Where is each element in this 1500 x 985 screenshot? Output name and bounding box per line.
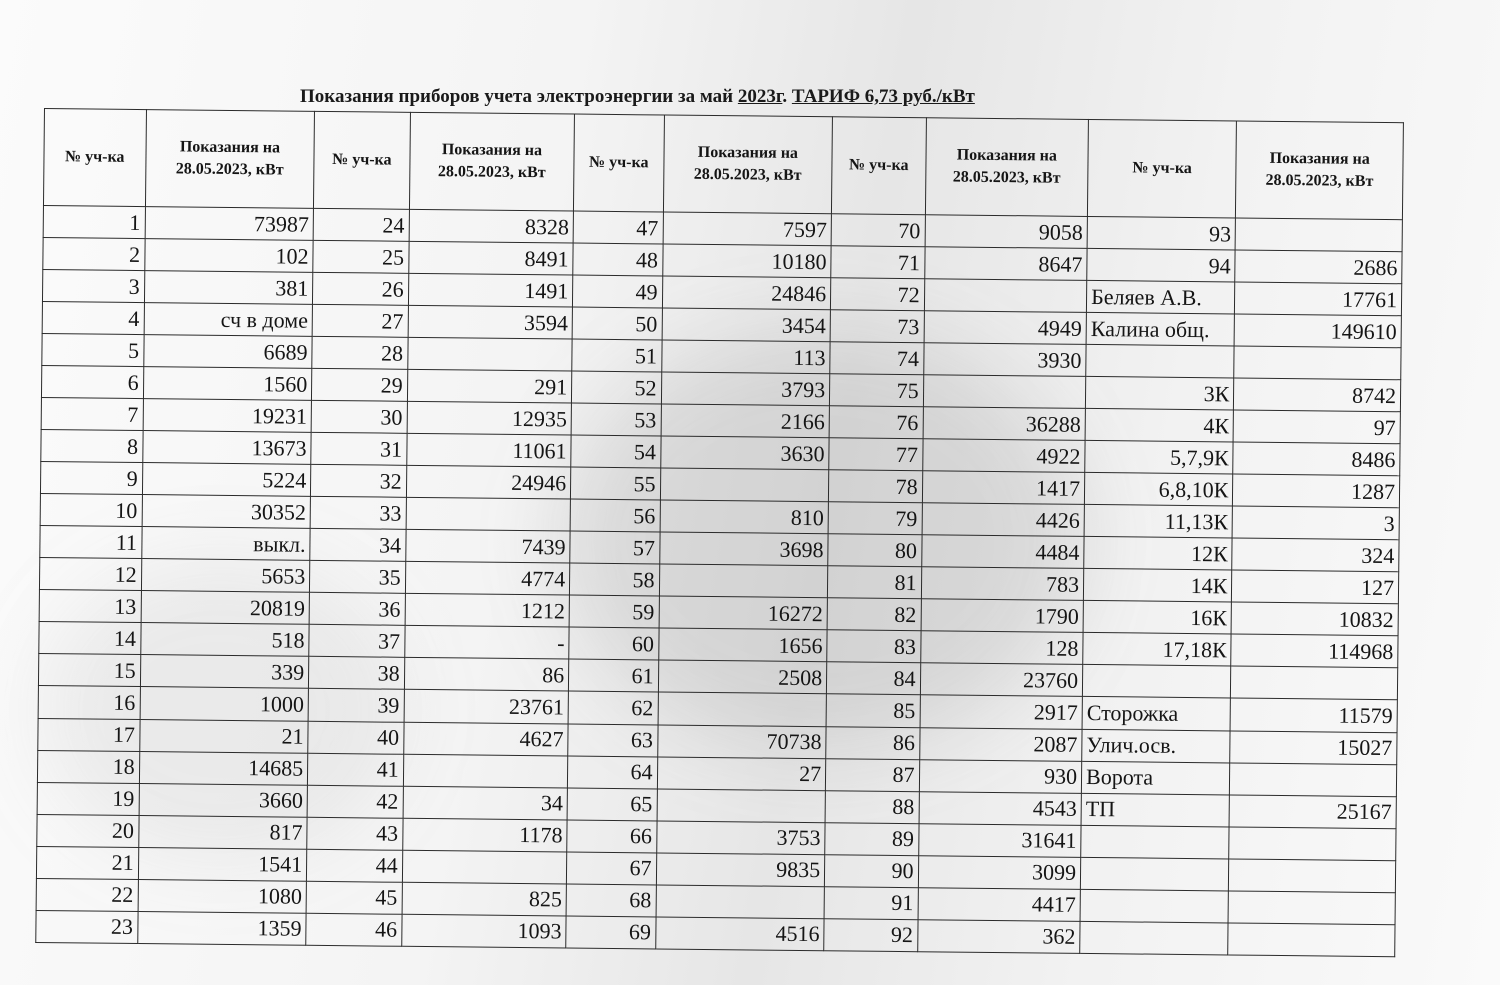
plot-number-cell: 90 [825,854,919,887]
plot-number-cell [1080,889,1229,923]
reading-cell: 6689 [143,335,312,369]
plot-number-cell: 3К [1085,377,1234,411]
plot-number-cell: Сторожка [1082,697,1231,731]
reading-cell: 4627 [403,722,568,756]
reading-cell: 3930 [923,343,1086,377]
reading-cell: 1790 [921,599,1084,633]
plot-number-cell: 76 [829,406,923,439]
plot-number-cell: 5,7,9К [1085,441,1234,475]
plot-number-cell: 34 [310,529,406,562]
header-reading: Показания на 28.05.2023, кВт [145,110,315,209]
plot-number-cell: 39 [308,689,404,722]
reading-cell: 3660 [139,783,308,817]
plot-number-cell: 53 [571,403,661,436]
plot-number-cell: 7 [41,398,143,431]
reading-cell: 8491 [408,241,573,275]
reading-cell: 339 [140,655,309,689]
plot-number-cell: 70 [831,214,925,247]
plot-number-cell: ТП [1081,793,1230,827]
header-row [43,109,1403,220]
reading-cell: 14685 [139,751,308,785]
reading-cell [406,498,571,532]
reading-cell: 1359 [137,911,306,945]
plot-number-cell: 30 [311,401,407,434]
reading-cell [407,337,572,371]
plot-number-cell: 85 [826,694,920,727]
reading-cell: 97 [1233,410,1400,444]
plot-number-cell: 79 [828,502,922,535]
plot-number-cell: 84 [827,662,921,695]
reading-cell: 1178 [402,818,567,852]
plot-number-cell: 10 [40,494,142,527]
reading-cell [660,468,829,502]
plot-number-cell: 67 [567,852,657,885]
plot-number-cell: 15 [38,654,140,687]
reading-cell: 817 [138,815,307,849]
reading-cell: 4922 [922,439,1085,473]
reading-cell: 20819 [141,591,310,625]
plot-number-cell: 16К [1083,601,1232,635]
reading-cell [1228,891,1395,925]
reading-cell: 149610 [1234,314,1401,348]
plot-number-cell: 74 [830,342,924,375]
plot-number-cell: 71 [831,246,925,279]
meter-readings-table [35,108,1404,957]
header-plot-number: № уч-ка [574,114,664,212]
reading-cell: 825 [402,882,567,916]
plot-number-cell: 12 [39,558,141,591]
plot-number-cell: 57 [570,531,660,564]
plot-number-cell: 2 [43,238,145,271]
plot-number-cell: 11,13К [1084,505,1233,539]
reading-cell: 930 [919,759,1082,793]
plot-number-cell: 36 [309,593,405,626]
plot-number-cell: 20 [37,814,139,847]
plot-number-cell: 73 [830,310,924,343]
plot-number-cell: 48 [573,243,663,276]
plot-number-cell: 22 [36,878,138,911]
plot-number-cell: 17,18К [1083,633,1232,667]
reading-cell: 11061 [406,434,571,468]
title-tariff: ТАРИФ 6,73 руб./кВт [791,86,975,107]
reading-cell: 1491 [408,273,573,307]
plot-number-cell: 28 [312,336,408,369]
header-plot-number: № уч-ка [314,111,410,209]
header-reading: Показания на 28.05.2023, кВт [1236,121,1404,220]
reading-cell: 30352 [142,495,311,529]
plot-number-cell [1081,825,1230,859]
plot-number-cell: 59 [569,595,659,628]
plot-number-cell: 4 [42,302,144,335]
reading-cell: 25167 [1229,795,1396,829]
plot-number-cell: 6,8,10К [1084,473,1233,507]
reading-cell: 113 [661,340,830,374]
reading-cell: 1212 [405,594,570,628]
reading-cell: 114968 [1231,634,1398,668]
plot-number-cell: 8 [41,430,143,463]
reading-cell: 4426 [922,503,1085,537]
reading-cell: 8647 [924,247,1087,281]
plot-number-cell: 41 [308,753,404,786]
reading-cell [924,279,1087,313]
reading-cell: 3698 [659,532,828,566]
plot-number-cell: 26 [313,272,409,305]
reading-cell: 1000 [140,687,309,721]
plot-number-cell: 58 [570,563,660,596]
reading-cell: 23760 [920,663,1083,697]
reading-cell [1229,827,1396,861]
plot-number-cell: 65 [567,788,657,821]
plot-number-cell: 94 [1087,248,1236,282]
plot-number-cell: 45 [306,881,402,914]
plot-number-cell: 81 [828,566,922,599]
plot-number-cell: 38 [309,657,405,690]
plot-number-cell: 14К [1083,569,1232,603]
plot-number-cell: 87 [826,758,920,791]
reading-cell: 8328 [409,209,574,243]
reading-cell [1235,218,1402,252]
reading-cell: 4417 [918,887,1081,921]
plot-number-cell: 83 [827,630,921,663]
reading-cell: 3454 [662,308,831,342]
reading-cell: 3099 [918,855,1081,889]
plot-number-cell: 3 [42,270,144,303]
reading-cell: 3793 [661,372,830,406]
reading-cell: 17761 [1235,282,1402,316]
reading-cell: 19231 [143,399,312,433]
reading-cell: 1560 [143,367,312,401]
reading-cell: 381 [144,271,313,305]
reading-cell [659,564,828,598]
plot-number-cell: 66 [567,820,657,853]
reading-cell: 5653 [141,559,310,593]
reading-cell: 8486 [1233,442,1400,476]
reading-cell: 21 [139,719,308,753]
reading-cell: 31641 [918,823,1081,857]
plot-number-cell: 14 [39,622,141,655]
title-prefix: Показания приборов учета электроэнергии за май [300,86,738,107]
reading-cell: 10180 [662,244,831,278]
reading-cell: 1093 [401,914,566,948]
reading-cell: 9058 [925,215,1088,249]
reading-cell: 86 [404,658,569,692]
reading-cell [403,754,568,788]
plot-number-cell: 25 [313,240,409,273]
plot-number-cell: 32 [311,465,407,498]
title-year: 2023г [737,86,783,107]
plot-number-cell: 64 [568,756,658,789]
plot-number-cell: 46 [306,913,402,946]
plot-number-cell: 12К [1084,537,1233,571]
plot-number-cell: 52 [572,371,662,404]
header-plot-number: № уч-ка [43,109,146,207]
reading-cell: 11579 [1230,698,1397,732]
plot-number-cell: 37 [309,625,405,658]
reading-cell: 24846 [662,276,831,310]
reading-cell: 70738 [657,724,826,758]
plot-number-cell: 1 [43,205,145,238]
plot-number-cell: 82 [827,598,921,631]
plot-number-cell: 17 [38,718,140,751]
reading-cell: 7439 [405,530,570,564]
plot-number-cell: 4К [1085,409,1234,443]
plot-number-cell [1080,921,1229,955]
plot-number-cell: 54 [571,435,661,468]
reading-cell: 291 [407,369,572,403]
header-reading: Показания на 28.05.2023, кВт [663,115,833,214]
plot-number-cell: 47 [573,211,663,244]
plot-number-cell: 29 [312,368,408,401]
plot-number-cell: 24 [313,208,409,241]
reading-cell: 1287 [1233,474,1400,508]
plot-number-cell: 5 [42,334,144,367]
reading-cell: 5224 [142,463,311,497]
reading-cell: 783 [921,567,1084,601]
plot-number-cell: 43 [307,817,403,850]
plot-number-cell [1086,345,1235,379]
plot-number-cell: 86 [826,726,920,759]
plot-number-cell: 6 [41,366,143,399]
plot-number-cell [1082,665,1231,699]
reading-cell: 362 [917,919,1080,953]
reading-cell: 4516 [655,917,824,951]
plot-number-cell: Ворота [1081,761,1230,795]
header-plot-number: № уч-ка [832,117,926,215]
reading-cell: 2508 [658,660,827,694]
reading-cell: 1417 [922,471,1085,505]
plot-number-cell: 13 [39,590,141,623]
plot-number-cell: Беляев А.В. [1086,280,1235,314]
reading-cell: 2166 [661,404,830,438]
reading-cell: 34 [403,786,568,820]
reading-cell [658,692,827,726]
plot-number-cell: 49 [573,275,663,308]
plot-number-cell: 19 [37,782,139,815]
title-separator: . [782,86,792,107]
reading-cell [1231,666,1398,700]
plot-number-cell: 40 [308,721,404,754]
plot-number-cell: 9 [40,462,142,495]
reading-cell: 324 [1232,538,1399,572]
reading-cell [657,789,826,823]
plot-number-cell: 63 [568,724,658,757]
plot-number-cell: 61 [569,659,659,692]
reading-cell: 3594 [408,305,573,339]
plot-number-cell: 72 [831,278,925,311]
reading-cell: 518 [140,623,309,657]
plot-number-cell: 27 [312,304,408,337]
table-body [36,205,1403,956]
plot-number-cell: 23 [36,910,138,943]
reading-cell [1234,346,1401,380]
plot-number-cell: 60 [569,627,659,660]
plot-number-cell: 62 [568,691,658,724]
plot-number-cell: 18 [37,750,139,783]
reading-cell [1229,859,1396,893]
reading-cell: 10832 [1231,602,1398,636]
plot-number-cell: 77 [829,438,923,471]
reading-cell: 7597 [663,212,832,246]
reading-cell [402,850,567,884]
document-title [300,86,1200,108]
plot-number-cell: 80 [828,534,922,567]
plot-number-cell: 44 [307,849,403,882]
reading-cell: 102 [144,239,313,273]
reading-cell: 128 [920,631,1083,665]
plot-number-cell: 35 [310,561,406,594]
reading-cell: 3 [1232,506,1399,540]
reading-cell: 2087 [919,727,1082,761]
reading-cell [1228,923,1395,957]
reading-cell: 8742 [1234,378,1401,412]
plot-number-cell: 56 [570,499,660,532]
reading-cell: 2917 [920,695,1083,729]
plot-number-cell: Улич.осв. [1082,729,1231,763]
plot-number-cell: 88 [825,790,919,823]
plot-number-cell: 16 [38,686,140,719]
reading-cell: 127 [1232,570,1399,604]
plot-number-cell: 33 [310,497,406,530]
reading-cell: 9835 [656,853,825,887]
plot-number-cell: 75 [830,374,924,407]
reading-cell: - [404,626,569,660]
reading-cell: 1080 [138,879,307,913]
plot-number-cell: 51 [572,339,662,372]
plot-number-cell: 11 [40,526,142,559]
reading-cell: 12935 [407,402,572,436]
plot-number-cell: 69 [566,916,656,949]
reading-cell: сч в доме [144,303,313,337]
reading-cell: 13673 [142,431,311,465]
plot-number-cell: 78 [829,470,923,503]
reading-cell: 15027 [1230,730,1397,764]
plot-number-cell: 50 [572,307,662,340]
plot-number-cell: 91 [824,886,918,919]
reading-cell [1230,762,1397,796]
plot-number-cell: 68 [566,884,656,917]
reading-cell: 810 [660,500,829,534]
reading-cell: 2686 [1235,250,1402,284]
reading-cell: 27 [657,756,826,790]
reading-cell: выкл. [141,527,310,561]
reading-cell: 3630 [660,436,829,470]
reading-cell: 73987 [145,207,314,241]
plot-number-cell: 21 [36,846,138,879]
header-plot-number: № уч-ка [1087,119,1236,218]
reading-cell: 1656 [658,628,827,662]
reading-cell: 4484 [921,535,1084,569]
reading-cell: 4949 [924,311,1087,345]
reading-cell: 4774 [405,562,570,596]
header-reading: Показания на 28.05.2023, кВт [409,112,575,211]
plot-number-cell: 31 [311,433,407,466]
reading-cell: 3753 [656,821,825,855]
reading-cell: 23761 [404,690,569,724]
reading-cell: 16272 [659,596,828,630]
reading-cell [923,375,1086,409]
plot-number-cell: 93 [1087,216,1236,250]
reading-cell: 4543 [919,791,1082,825]
reading-cell: 36288 [923,407,1086,441]
plot-number-cell: 55 [571,467,661,500]
reading-cell: 24946 [406,466,571,500]
plot-number-cell: 92 [824,918,918,951]
plot-number-cell: 42 [307,785,403,818]
plot-number-cell: Калина общ. [1086,313,1235,347]
reading-cell [656,885,825,919]
plot-number-cell: 89 [825,822,919,855]
plot-number-cell [1080,857,1229,891]
header-reading: Показания на 28.05.2023, кВт [925,118,1089,217]
reading-cell: 1541 [138,847,307,881]
